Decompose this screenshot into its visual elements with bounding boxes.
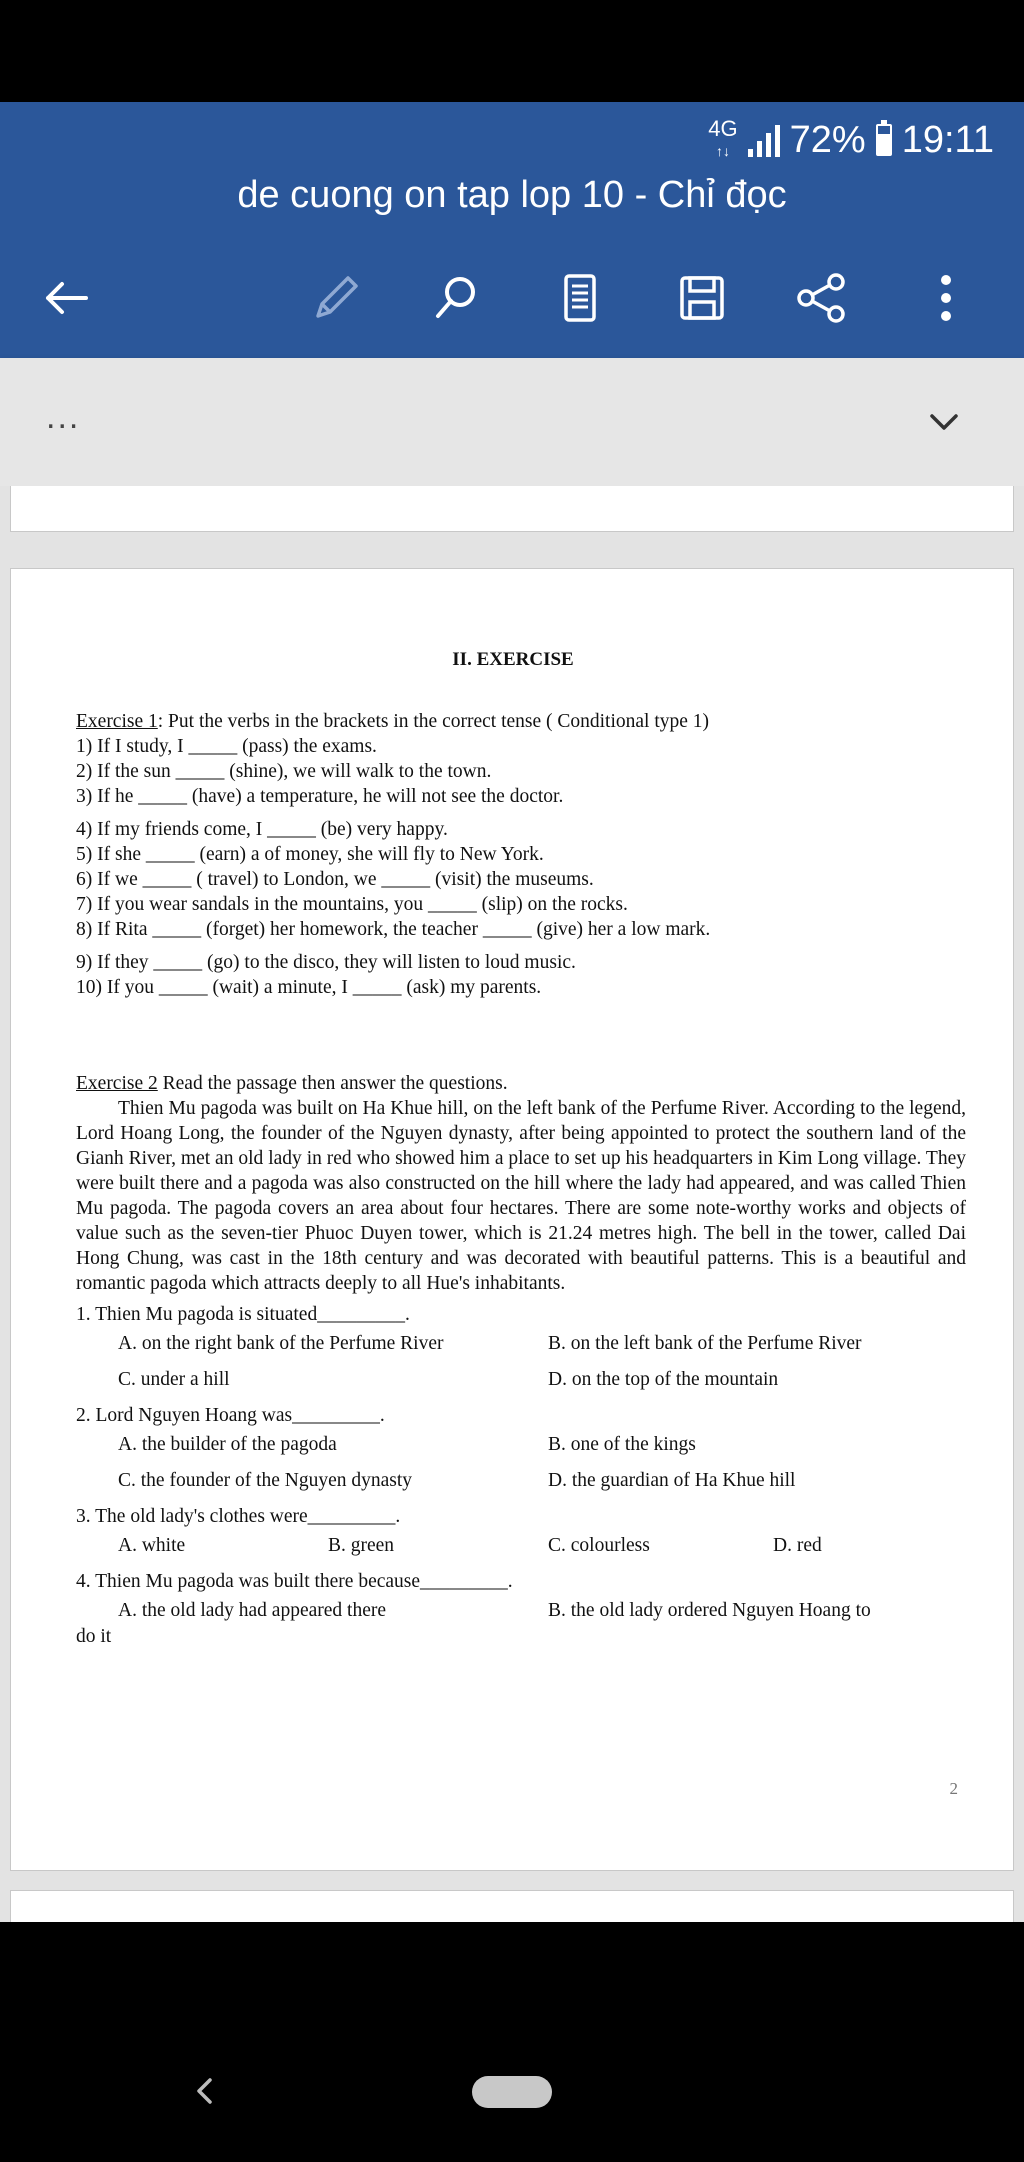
options-row [76, 1529, 966, 1565]
network-type: 4G [708, 116, 738, 141]
exercise-1-item: 7) If you wear sandals in the mountains, you _____ (slip) on the rocks. [76, 894, 628, 915]
option-c: C. under a hill [118, 1369, 230, 1390]
exercise-1-item: 2) If the sun _____ (shine), we will walk to the town. [76, 761, 492, 782]
nav-back-icon[interactable] [190, 2076, 220, 2106]
share-button[interactable] [794, 270, 850, 326]
question-2: 2. Lord Nguyen Hoang was_________. [76, 1405, 385, 1426]
option-a: A. the builder of the pagoda [118, 1434, 337, 1455]
nav-home-pill[interactable] [472, 2076, 552, 2108]
section-heading: II. EXERCISE [452, 649, 574, 670]
more-vertical-icon [918, 270, 974, 326]
chevron-down-icon[interactable] [924, 402, 964, 442]
exercise-2-title [76, 1071, 966, 1096]
ribbon-more-button[interactable]: ... [46, 398, 81, 436]
find-button[interactable] [428, 270, 484, 326]
battery-icon [876, 124, 892, 156]
option-d: D. on the top of the mountain [548, 1369, 779, 1390]
document-canvas[interactable] [0, 486, 1024, 1922]
option-b: B. the old lady ordered Nguyen Hoang to [548, 1600, 871, 1621]
save-button[interactable] [674, 270, 730, 326]
exercise-2 [76, 1071, 966, 1649]
reading-view-button[interactable] [552, 270, 608, 326]
exercise-1-item: 10) If you _____ (wait) a minute, I _____ (ask) my parents. [76, 977, 542, 998]
exercise-1-item: 8) If Rita _____ (forget) her homework, the teacher _____ (give) her a low mark. [76, 919, 711, 940]
network-indicator: 4G ↑↓ [708, 116, 738, 159]
share-icon [794, 270, 850, 326]
options-row [76, 1327, 966, 1363]
option-b: B. on the left bank of the Perfume River [548, 1333, 862, 1354]
edit-button[interactable] [308, 270, 364, 326]
previous-page [10, 486, 1014, 532]
options-row [76, 1464, 966, 1500]
status-bar [708, 112, 994, 168]
document-title: de cuong on tap lop 10 - Chỉ đọc [237, 174, 787, 216]
option-d: D. red [773, 1535, 822, 1556]
document-page [10, 568, 1014, 1871]
pencil-icon [308, 270, 364, 326]
back-arrow-icon [38, 270, 94, 326]
battery-percent: 72% [789, 118, 866, 161]
question-1: 1. Thien Mu pagoda is situated_________. [76, 1304, 410, 1325]
system-nav-bar [0, 1922, 1024, 2162]
mobile-view-icon [552, 270, 608, 326]
exercise-2-label: Exercise 2 [76, 1073, 158, 1094]
options-row [76, 1428, 966, 1464]
exercise-1-item: 6) If we _____ ( travel) to London, we _____ (visit) the museums. [76, 869, 594, 890]
exercise-1-item: 3) If he _____ (have) a temperature, he will not see the doctor. [76, 786, 564, 807]
top-black-area [0, 0, 1024, 102]
options-row [76, 1594, 966, 1624]
option-a: A. on the right bank of the Perfume River [118, 1333, 444, 1354]
option-a: A. white [118, 1535, 186, 1556]
toolbar [0, 252, 1024, 342]
app-bar [0, 102, 1024, 358]
clock: 19:11 [901, 118, 994, 161]
option-b: B. one of the kings [548, 1434, 696, 1455]
exercise-1-item: 5) If she _____ (earn) a of money, she will fly to New York. [76, 844, 544, 865]
signal-icon [748, 123, 780, 157]
option-b-continuation: do it [76, 1626, 112, 1647]
ribbon-bar [0, 358, 1024, 486]
exercise-1 [76, 709, 966, 1000]
search-icon [428, 270, 484, 326]
back-button[interactable] [38, 270, 94, 326]
option-d: D. the guardian of Ha Khue hill [548, 1470, 796, 1491]
next-page [10, 1890, 1014, 1922]
question-3: 3. The old lady's clothes were_________. [76, 1506, 401, 1527]
exercise-1-title [76, 709, 966, 734]
option-a: A. the old lady had appeared there [118, 1600, 387, 1621]
options-row [76, 1363, 966, 1399]
option-b: B. green [328, 1535, 395, 1556]
save-icon [674, 270, 730, 326]
exercise-1-item: 4) If my friends come, I _____ (be) very happy. [76, 819, 448, 840]
exercise-2-instruction: Read the passage then answer the questions. [157, 1073, 508, 1094]
more-options-button[interactable] [918, 270, 974, 326]
question-4: 4. Thien Mu pagoda was built there because_________. [76, 1571, 513, 1592]
exercise-1-label: Exercise 1 [76, 711, 158, 732]
page-number: 2 [949, 1779, 958, 1798]
exercise-1-instruction: : Put the verbs in the brackets in the correct tense ( Conditional type 1) [157, 711, 710, 732]
exercise-1-item: 1) If I study, I _____ (pass) the exams. [76, 736, 377, 757]
passage-text: Thien Mu pagoda was built on Ha Khue hill, on the left bank of the Perfume River. According to the legend, Lord Hoang Long, the founder of the Nguyen dynasty, after being appointed to protect the southern land of the Gianh River, met an old lady in red who showed him a place to set up his headquarters in Kim Long village. They were built there and a pagoda was also constructed on the hill where the lady had appeared, and was called Thien Mu pagoda. The pagoda covers an area about four hectares. There are some note-worthy works and objects of value such as the seven-tier Phuoc Duyen tower, which is 21.24 metres high. The bell in the tower, called Dai Hong Chung, was cast in the 18th century and was decorated with beautiful patterns. This is a beautiful and romantic pagoda which attracts deeply to all Hue's inhabitants. [76, 1098, 966, 1294]
option-c: C. the founder of the Nguyen dynasty [118, 1470, 413, 1491]
exercise-1-item: 9) If they _____ (go) to the disco, they will listen to loud music. [76, 952, 576, 973]
option-c: C. colourless [548, 1535, 650, 1556]
reading-passage [76, 1096, 966, 1296]
